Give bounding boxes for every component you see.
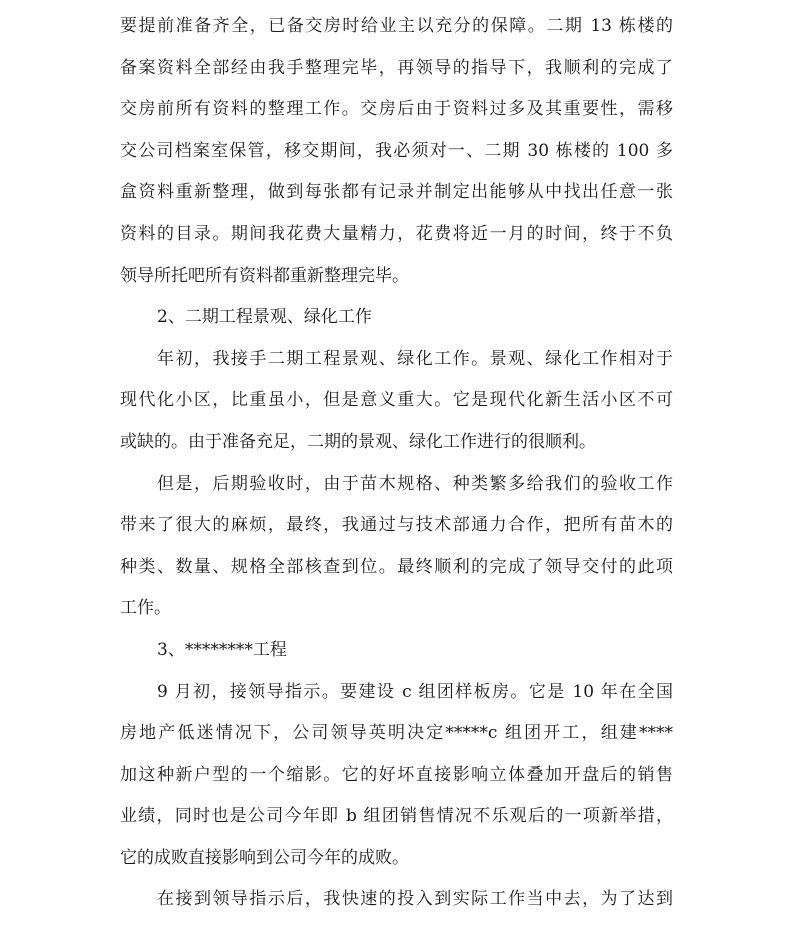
text-line: 交公司档案室保管，移交期间，我必须对一、二期 30 栋楼的 100 多 xyxy=(120,140,673,161)
text-line: 交房前所有资料的整理工作。交房后由于资料过多及其重要性，需移 xyxy=(120,99,673,120)
text-line: 2、二期工程景观、绿化工作 xyxy=(157,307,372,328)
text-line: 业绩，同时也是公司今年即 b 组团销售情况不乐观后的一项新举措， xyxy=(120,806,673,827)
text-line: 3、********工程 xyxy=(157,639,287,660)
text-line: 9 月初，接领导指示。要建设 c 组团样板房。它是 10 年在全国 xyxy=(157,681,673,702)
text-line: 盒资料重新整理，做到每张都有记录并制定出能够从中找出任意一张 xyxy=(120,182,673,203)
text-line: 房地产低迷情况下，公司领导英明决定*****c 组团开工，组建**** xyxy=(120,723,673,744)
text-line: 备案资料全部经由我手整理完毕，再领导的指导下，我顺利的完成了 xyxy=(120,57,673,78)
text-line: 加这种新户型的一个缩影。它的好坏直接影响立体叠加开盘后的销售 xyxy=(120,764,673,785)
text-line: 工作。 xyxy=(120,598,171,619)
text-line: 它的成败直接影响到公司今年的成败。 xyxy=(120,847,409,868)
text-line: 要提前准备齐全，已备交房时给业主以充分的保障。二期 13 栋楼的 xyxy=(120,16,673,36)
text-line: 带来了很大的麻烦，最终，我通过与技术部通力合作，把所有苗木的 xyxy=(120,515,673,536)
document-body xyxy=(120,6,673,921)
text-line: 但是，后期验收时，由于苗木规格、种类繁多给我们的验收工作 xyxy=(157,473,673,494)
text-line: 领导所托吧所有资料都重新整理完毕。 xyxy=(120,265,409,286)
text-line: 种类、数量、规格全部核查到位。最终顺利的完成了领导交付的此项 xyxy=(120,556,673,577)
text-line: 年初，我接手二期工程景观、绿化工作。景观、绿化工作相对于 xyxy=(157,348,673,369)
text-line: 现代化小区，比重虽小，但是意义重大。它是现代化新生活小区不可 xyxy=(120,390,673,411)
text-line: 资料的目录。期间我花费大量精力，花费将近一月的时间，终于不负 xyxy=(120,223,673,244)
text-line: 在接到领导指示后，我快速的投入到实际工作当中去，为了达到 xyxy=(157,889,673,910)
text-line: 或缺的。由于准备充足，二期的景观、绿化工作进行的很顺利。 xyxy=(120,431,596,452)
